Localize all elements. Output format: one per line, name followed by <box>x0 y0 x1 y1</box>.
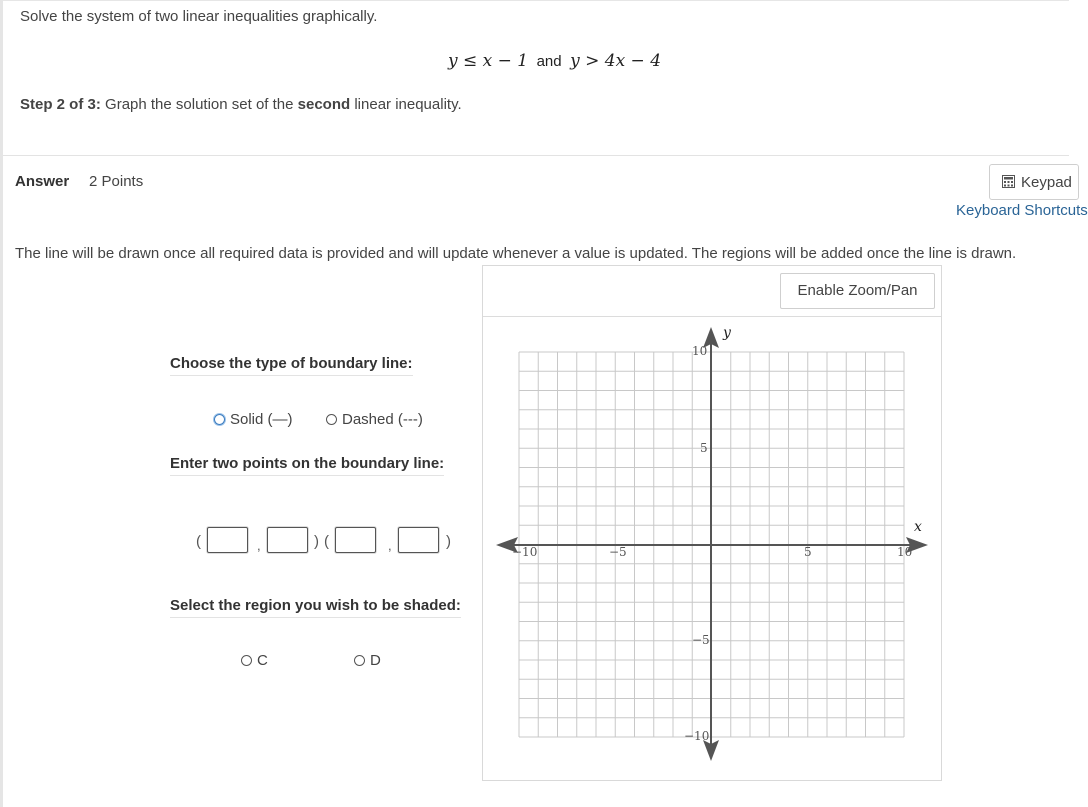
keyboard-shortcuts-link[interactable]: Keyboard Shortcuts <box>956 202 1088 219</box>
points-entry-label: Enter two points on the boundary line: <box>170 455 444 476</box>
dashed-label: Dashed (---) <box>342 411 423 428</box>
boundary-type-label: Choose the type of boundary line: <box>170 355 413 376</box>
question-instruction: Solve the system of two linear inequalities graphically. <box>20 8 378 25</box>
axes <box>496 327 928 761</box>
x-axis-label: x <box>914 519 922 535</box>
step-prefix: Step 2 of 3: <box>20 96 101 113</box>
step-emphasis: second <box>297 96 351 113</box>
region-c-label: C <box>257 652 268 669</box>
conjunction: and <box>536 53 562 70</box>
point2-comma: , <box>388 538 392 553</box>
point1-open-paren: ( <box>196 533 201 550</box>
point1-comma: , <box>257 538 261 553</box>
tick-label-x-neg5: −5 <box>609 545 627 559</box>
points-label: 2 Points <box>89 173 144 190</box>
y-axis-label: y <box>723 325 731 341</box>
answer-label: Answer <box>15 173 70 190</box>
region-d-label: D <box>370 652 381 669</box>
ineq2-rhs: 4x − 4 <box>604 51 662 71</box>
step-text-after: linear inequality. <box>350 96 462 113</box>
keypad-label: Keypad <box>1021 174 1072 191</box>
tick-label-x-neg10: −10 <box>512 545 538 559</box>
info-text: The line will be drawn once all required data is provided and will update whenever a value is updated. The regions will be added once the line is drawn. <box>15 245 1017 262</box>
tick-label-y-neg5: −5 <box>692 633 710 647</box>
step-text-before: Graph the solution set of the <box>100 96 298 113</box>
tick-label-y-5: 5 <box>700 441 708 455</box>
tick-label-x-10: 10 <box>897 545 913 559</box>
point2-open-paren: ( <box>324 533 329 550</box>
solid-label: Solid (—) <box>230 411 293 428</box>
ineq1-y: y <box>448 51 458 71</box>
ineq2-y: y <box>570 51 580 71</box>
point2-close-paren: ) <box>446 533 451 550</box>
region-select-label: Select the region you wish to be shaded: <box>170 597 461 618</box>
tick-label-x-5: 5 <box>804 545 812 559</box>
tick-label-y-neg10: −10 <box>684 729 710 743</box>
tick-label-y-10: 10 <box>692 344 708 358</box>
point1-close-paren: ) <box>314 533 319 550</box>
ineq1-relation: ≤ <box>463 51 478 71</box>
enable-zoom-pan-button[interactable]: Enable Zoom/Pan <box>780 273 935 309</box>
ineq2-relation: > <box>585 51 600 71</box>
ineq1-rhs: x − 1 <box>482 51 529 71</box>
